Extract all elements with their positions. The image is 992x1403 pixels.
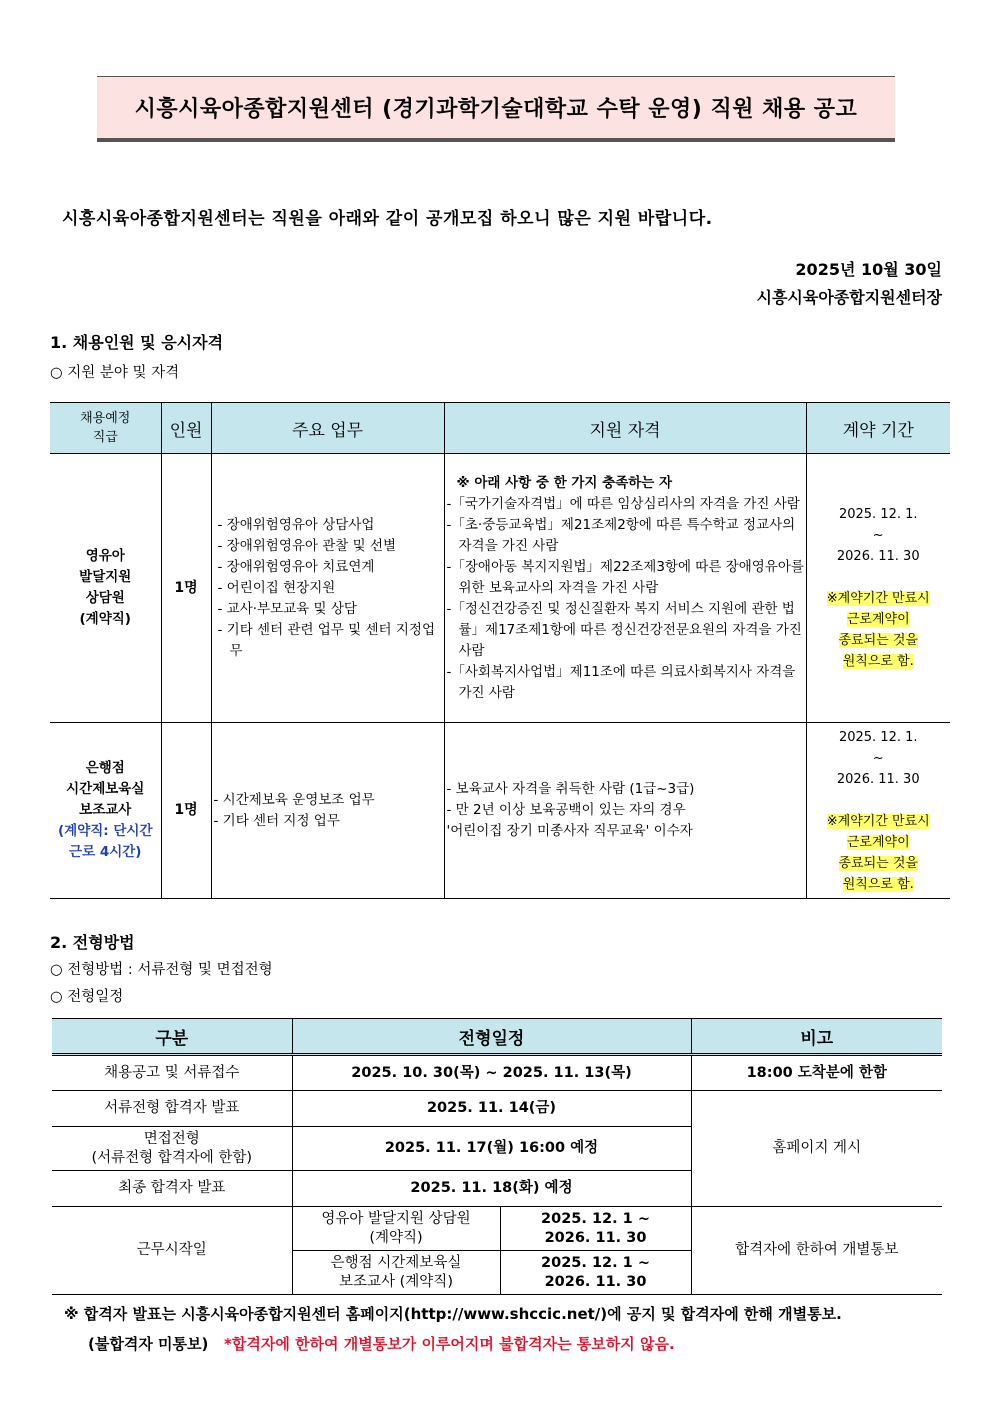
position-line: 시간제보육실 — [66, 781, 145, 797]
term-note: 종료되는 것을 — [838, 855, 918, 871]
qualifications-cell — [444, 454, 806, 723]
schedule-cell: 2025. 11. 18(화) 예정 — [292, 1171, 691, 1207]
schedule-cell: 2025. 11. 17(월) 16:00 예정 — [292, 1127, 691, 1171]
intro-text: 시흥시육아종합지원센터는 직원을 아래와 같이 공개모집 하오니 많은 지원 바랍니다. — [62, 209, 713, 229]
work-label-line: 은행점 시간제보육실 — [330, 1254, 462, 1271]
section1-title: 1. 채용인원 및 응시자격 — [50, 333, 224, 352]
category-cell — [52, 1127, 292, 1171]
table-row — [52, 1091, 942, 1127]
issuer: 시흥시육아종합지원센터장 — [756, 288, 942, 307]
header-qualifications: 지원 자격 — [444, 403, 806, 454]
position-line-blue: 근로 4시간) — [69, 844, 142, 860]
table-row — [50, 454, 950, 723]
position-line: 영유아 — [85, 548, 125, 564]
position-line: 보조교사 — [79, 802, 132, 818]
work-label-line: (계약직) — [369, 1229, 423, 1246]
duty-item: - 시간제보육 운영보조 업무 — [213, 791, 375, 808]
term-end: 2026. 11. 30 — [836, 549, 920, 564]
header-term: 계약 기간 — [806, 403, 950, 454]
term-start: 2025. 12. 1. — [838, 507, 918, 522]
category-line: 면접전형 — [143, 1130, 200, 1147]
term-note: ※계약기간 만료시 — [826, 813, 930, 829]
duty-item: - 장애위험영유아 관찰 및 선별 — [217, 537, 397, 554]
table-row — [52, 1055, 942, 1091]
qualification-item: - 만 2년 이상 보육공백이 있는 자의 경우 — [446, 802, 686, 818]
work-label-line: 영유아 발달지원 상담원 — [321, 1210, 471, 1227]
announcement-note: ※ 합격자 발표는 시흥시육아종합지원센터 홈페이지(http://www.shccic.net/)에 공지 및 합격자에 한해 개별통보. — [64, 1305, 842, 1323]
rejection-note-emphasis: *합격자에 한하여 개별통보가 이루어지며 불합격자는 통보하지 않음. — [224, 1335, 675, 1353]
term-tilde: ~ — [872, 750, 884, 766]
header-duties: 주요 업무 — [211, 403, 444, 454]
category-line: (서류전형 합격자에 한함) — [91, 1149, 253, 1166]
remark-cell: 18:00 도착분에 한함 — [691, 1055, 942, 1091]
term-start: 2025. 12. 1. — [838, 729, 918, 745]
header-count: 인원 — [161, 403, 211, 454]
count-cell: 1명 — [161, 454, 211, 723]
category-cell: 근무시작일 — [52, 1207, 292, 1295]
notice-date: 2025년 10월 30일 — [795, 260, 942, 279]
term-note: 원칙으로 함. — [842, 876, 914, 892]
recruitment-table — [50, 402, 950, 899]
duty-item: - 기타 센터 지정 업무 — [213, 812, 340, 829]
position-line: 은행점 — [85, 760, 125, 776]
duty-item: - 어린이집 현장지원 — [217, 579, 336, 596]
header-remark: 비고 — [691, 1019, 942, 1055]
position-line-blue: (계약직: 단시간 — [57, 823, 153, 839]
header-position — [50, 403, 161, 454]
qualification-item: -「사회복지사업법」제11조에 따른 의료사회복지사 자격을 가진 사람 — [446, 663, 796, 701]
work-date-line: 2026. 11. 30 — [544, 1273, 647, 1290]
section2-bullet-method: ○ 전형방법 : 서류전형 및 면접전형 — [50, 962, 273, 978]
work-date-line: 2025. 12. 1 ~ — [541, 1210, 650, 1227]
count-cell: 1명 — [161, 723, 211, 899]
duty-item: - 교사·부모교육 및 상담 — [217, 600, 357, 617]
term-tilde: ~ — [872, 528, 884, 543]
table-header-row — [52, 1019, 942, 1055]
date-block — [757, 256, 942, 312]
term-end: 2026. 11. 30 — [836, 771, 920, 787]
qualification-item: -「장애아동 복지지원법」제22조제3항에 따른 장애영유아를 위한 보육교사의 자격을 가진 사람 — [446, 558, 804, 596]
qualification-item: - 보육교사 자격을 취득한 사람 (1급~3급) — [446, 781, 695, 797]
qualifications-cell — [444, 723, 806, 899]
term-note: 근로계약이 — [846, 612, 910, 627]
qualification-item: '어린이집 장기 미종사자 직무교육' 이수자 — [446, 823, 693, 839]
header-schedule: 전형일정 — [292, 1019, 691, 1055]
position-line: 발달지원 — [79, 569, 132, 585]
position-line: (계약직) — [79, 611, 131, 627]
category-cell: 최종 합격자 발표 — [52, 1171, 292, 1207]
qualification-item: -「초·중등교육법」제21조제2항에 따른 특수학교 정교사의 자격을 가진 사람 — [446, 516, 796, 554]
remark-cell-merged: 홈페이지 게시 — [691, 1091, 942, 1207]
duty-item: - 장애위험영유아 상담사업 — [217, 516, 375, 533]
term-cell — [806, 723, 950, 899]
schedule-table — [52, 1018, 942, 1295]
qualification-heading: ※ 아래 사항 중 한 가지 충족하는 자 — [456, 474, 673, 491]
work-date-line: 2026. 11. 30 — [544, 1229, 647, 1246]
header-category: 구분 — [52, 1019, 292, 1055]
duty-item: - 기타 센터 관련 업무 및 센터 지정업무 — [217, 621, 435, 659]
header-position-l2: 직급 — [92, 430, 118, 445]
schedule-cell: 2025. 10. 30(목) ~ 2025. 11. 13(목) — [292, 1055, 691, 1091]
work-label-cell — [292, 1251, 500, 1295]
qualification-item: -「정신건강증진 및 정신질환자 복지 서비스 지원에 관한 법률」제17조제1항에 따른 정신건강전문요원의 자격을 가진 사람 — [446, 600, 802, 659]
page-title: 시흥시육아종합지원센터 (경기과학기술대학교 수탁 운영) 직원 채용 공고 — [97, 76, 895, 142]
section2-bullet-schedule: ○ 전형일정 — [50, 989, 124, 1005]
duties-cell — [211, 723, 444, 899]
term-note: 종료되는 것을 — [838, 633, 918, 648]
remark-cell: 합격자에 한하여 개별통보 — [691, 1207, 942, 1295]
section2-title: 2. 전형방법 — [50, 933, 135, 952]
term-note: 근로계약이 — [846, 834, 910, 850]
category-cell: 채용공고 및 서류접수 — [52, 1055, 292, 1091]
schedule-cell: 2025. 11. 14(금) — [292, 1091, 691, 1127]
position-cell — [50, 723, 161, 899]
work-label-line: 보조교사 (계약직) — [339, 1273, 453, 1290]
table-row — [50, 723, 950, 899]
position-line: 상담원 — [85, 590, 125, 606]
work-date-cell — [500, 1251, 691, 1295]
rejection-note-prefix: (불합격자 미통보) — [88, 1335, 209, 1353]
duty-item: - 장애위험영유아 치료연계 — [217, 558, 375, 575]
qualification-item: -「국가기술자격법」에 따른 임상심리사의 자격을 가진 사람 — [446, 495, 800, 512]
table-header-row — [50, 403, 950, 454]
position-cell — [50, 454, 161, 723]
header-position-l1: 채용예정 — [80, 411, 131, 426]
section1-bullet: ○ 지원 분야 및 자격 — [50, 365, 180, 381]
rejection-note — [88, 1333, 675, 1354]
term-cell — [806, 454, 950, 723]
duties-cell — [211, 454, 444, 723]
work-label-cell — [292, 1207, 500, 1251]
category-cell: 서류전형 합격자 발표 — [52, 1091, 292, 1127]
term-note: ※계약기간 만료시 — [826, 591, 930, 606]
table-row — [52, 1207, 942, 1251]
work-date-line: 2025. 12. 1 ~ — [541, 1254, 650, 1271]
work-date-cell — [500, 1207, 691, 1251]
term-note: 원칙으로 함. — [842, 654, 914, 669]
